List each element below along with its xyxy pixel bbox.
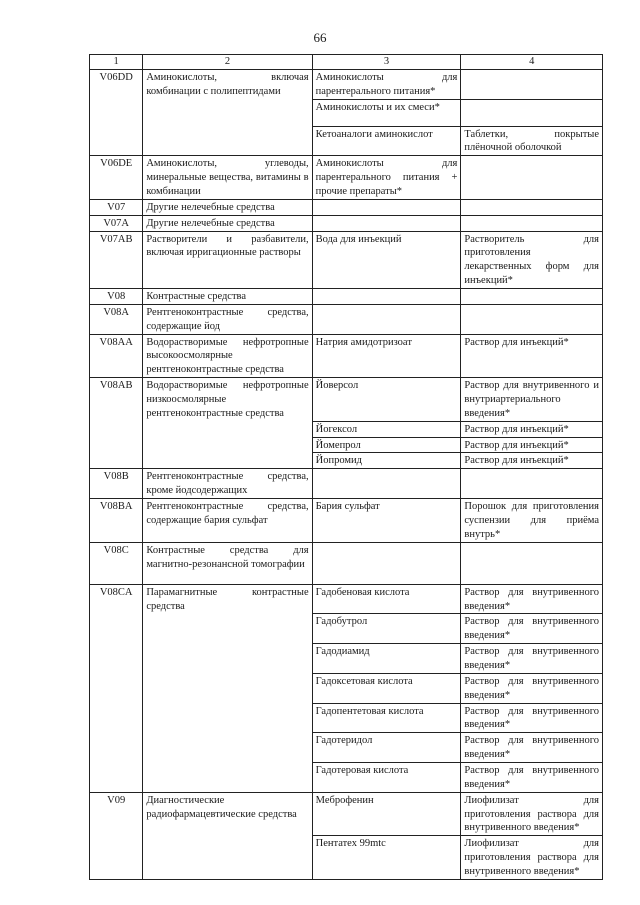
drug-name: Аминокислоты для парентерального питания* — [312, 69, 461, 99]
group-name: Аминокислоты, углеводы, минеральные вещества, витамины в комбинации — [143, 156, 312, 200]
group-name: Растворители и разбавители, включая ирригационные растворы — [143, 231, 312, 288]
drug-name — [312, 542, 461, 584]
group-name: Другие нелечебные средства — [143, 199, 312, 215]
group-name: Контрастные средства — [143, 289, 312, 305]
drug-name: Гадопентетовая кислота — [312, 703, 461, 733]
group-name: Рентгеноконтрастные средства, кроме йодсодержащих — [143, 469, 312, 499]
group-name: Водорастворимые нефротропные высокоосмолярные рентгеноконтрастные средства — [143, 334, 312, 378]
atc-code: V08AB — [90, 378, 143, 469]
atc-code: V08 — [90, 289, 143, 305]
dosage-form: Раствор для инъекций* — [461, 421, 603, 437]
table-row — [90, 469, 603, 499]
dosage-form: Раствор для инъекций* — [461, 437, 603, 453]
group-name: Рентгеноконтрастные средства, содержащие бария сульфат — [143, 499, 312, 543]
table-row — [90, 69, 603, 99]
column-header: 1 — [90, 55, 143, 70]
dosage-form: Лиофилизат для приготовления раствора для внутривенного введения* — [461, 836, 603, 880]
drug-classification-table — [89, 54, 603, 880]
atc-code: V07 — [90, 199, 143, 215]
atc-code: V06DD — [90, 69, 143, 155]
drug-name: Гадодиамид — [312, 644, 461, 674]
drug-name — [312, 289, 461, 305]
atc-code: V08C — [90, 542, 143, 584]
dosage-form: Раствор для внутривенного введения* — [461, 614, 603, 644]
drug-name — [312, 469, 461, 499]
dosage-form: Раствор для внутривенного введения* — [461, 584, 603, 614]
drug-name: Йогексол — [312, 421, 461, 437]
dosage-form — [461, 304, 603, 334]
dosage-form — [461, 156, 603, 200]
group-name: Контрастные средства для магнитно-резонансной томографии — [143, 542, 312, 584]
drug-name: Йопромид — [312, 453, 461, 469]
table-row — [90, 499, 603, 543]
column-header-row — [90, 55, 603, 70]
table-row — [90, 215, 603, 231]
dosage-form: Порошок для приготовления суспензии для приёма внутрь* — [461, 499, 603, 543]
dosage-form — [461, 69, 603, 99]
page-number: 66 — [313, 30, 327, 45]
dosage-form — [461, 199, 603, 215]
column-header: 4 — [461, 55, 603, 70]
dosage-form: Раствор для инъекций* — [461, 334, 603, 378]
table-row — [90, 792, 603, 836]
table-row — [90, 231, 603, 288]
drug-name: Гадотеровая кислота — [312, 762, 461, 792]
group-name: Диагностические радиофармацевтические средства — [143, 792, 312, 879]
group-name: Парамагнитные контрастные средства — [143, 584, 312, 792]
drug-name: Вода для инъекций — [312, 231, 461, 288]
drug-name: Гадобутрол — [312, 614, 461, 644]
drug-name: Меброфенин — [312, 792, 461, 836]
table-row — [90, 584, 603, 614]
group-name: Рентгеноконтрастные средства, содержащие йод — [143, 304, 312, 334]
table-row — [90, 378, 603, 422]
drug-name: Бария сульфат — [312, 499, 461, 543]
dosage-form: Раствор для внутривенного введения* — [461, 644, 603, 674]
dosage-form: Лиофилизат для приготовления раствора для внутривенного введения* — [461, 792, 603, 836]
dosage-form: Таблетки, покрытые плёночной оболочкой — [461, 126, 603, 156]
atc-code: V07AB — [90, 231, 143, 288]
table-row — [90, 156, 603, 200]
table-row — [90, 199, 603, 215]
drug-name: Аминокислоты и их смеси* — [312, 99, 461, 126]
drug-name — [312, 304, 461, 334]
drug-name: Гадобеновая кислота — [312, 584, 461, 614]
atc-code: V06DE — [90, 156, 143, 200]
group-name: Водорастворимые нефротропные низкоосмолярные рентгеноконтрастные средства — [143, 378, 312, 469]
dosage-form: Растворитель для приготовления лекарственных форм для инъекций* — [461, 231, 603, 288]
drug-name — [312, 215, 461, 231]
drug-name: Гадоксетовая кислота — [312, 673, 461, 703]
table-row — [90, 542, 603, 584]
dosage-form — [461, 469, 603, 499]
table-row — [90, 304, 603, 334]
dosage-form — [461, 289, 603, 305]
group-name: Другие нелечебные средства — [143, 215, 312, 231]
drug-name: Кетоаналоги аминокислот — [312, 126, 461, 156]
drug-name: Натрия амидотризоат — [312, 334, 461, 378]
group-name: Аминокислоты, включая комбинации с полипептидами — [143, 69, 312, 155]
column-header: 2 — [143, 55, 312, 70]
drug-name — [312, 199, 461, 215]
dosage-form: Раствор для внутривенного введения* — [461, 673, 603, 703]
column-header: 3 — [312, 55, 461, 70]
drug-name: Йомепрол — [312, 437, 461, 453]
drug-name: Йоверсол — [312, 378, 461, 422]
atc-code: V08BA — [90, 499, 143, 543]
dosage-form — [461, 99, 603, 126]
drug-name: Пентатех 99mtc — [312, 836, 461, 880]
atc-code: V08AA — [90, 334, 143, 378]
atc-code: V08A — [90, 304, 143, 334]
dosage-form: Раствор для внутривенного введения* — [461, 733, 603, 763]
atc-code: V07A — [90, 215, 143, 231]
table-row — [90, 289, 603, 305]
dosage-form — [461, 542, 603, 584]
drug-name: Гадотеридол — [312, 733, 461, 763]
dosage-form: Раствор для внутривенного и внутриартериального введения* — [461, 378, 603, 422]
drug-name: Аминокислоты для парентерального питания + прочие препараты* — [312, 156, 461, 200]
dosage-form: Раствор для внутривенного введения* — [461, 762, 603, 792]
atc-code: V08CA — [90, 584, 143, 792]
table-row — [90, 334, 603, 378]
dosage-form: Раствор для инъекций* — [461, 453, 603, 469]
dosage-form: Раствор для внутривенного введения* — [461, 703, 603, 733]
dosage-form — [461, 215, 603, 231]
atc-code: V09 — [90, 792, 143, 879]
atc-code: V08B — [90, 469, 143, 499]
